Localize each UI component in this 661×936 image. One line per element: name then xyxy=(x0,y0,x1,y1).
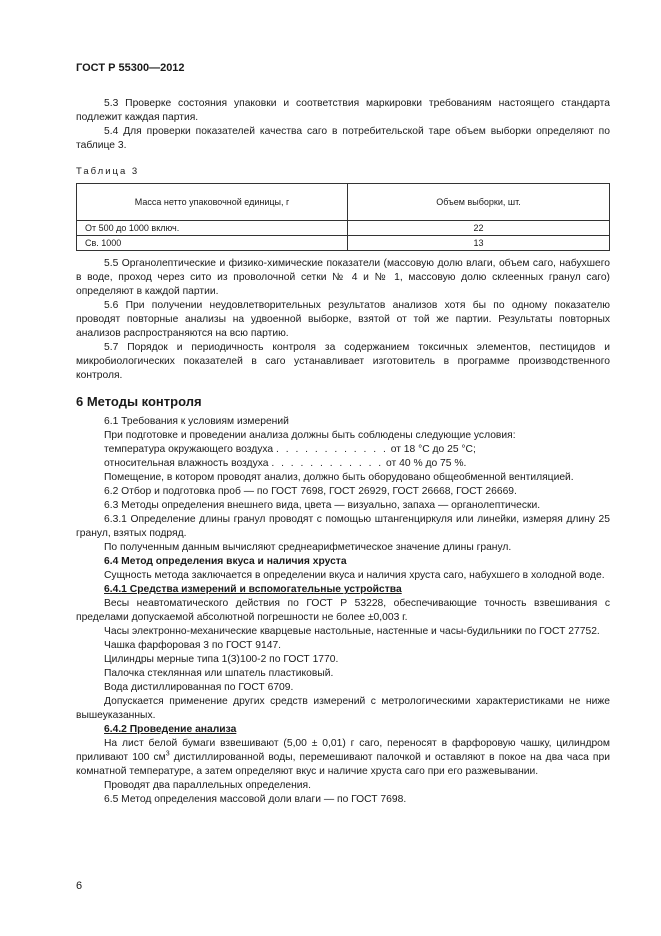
equipment-cylinders: Цилиндры мерные типа 1(3)100-2 по ГОСТ 1770. xyxy=(104,654,339,665)
paragraph-6-2: 6.2 Отбор и подготовка проб — по ГОСТ 7698, ГОСТ 26929, ГОСТ 26668, ГОСТ 26669. xyxy=(104,486,517,497)
parallel-determinations: Проводят два параллельных определения. xyxy=(104,780,311,791)
procedure-text xyxy=(76,737,610,779)
table-cell-sample: 13 xyxy=(348,236,610,251)
paragraph-5-4: 5.4 Для проверки показателей качества саго в потребительской таре объем выборки определяют по таблице 3. xyxy=(76,126,610,151)
paragraph-5-6: 5.6 При получении неудовлетворительных результатов анализов хотя бы по одному показателю проводят повторные анализы на удвоенной выборке, взятой от той же партии. Результаты повторных анализов распространяются на всю партию. xyxy=(76,300,610,339)
dot-leader: . . . . . . . . . . . . xyxy=(276,444,388,455)
table-caption: Таблица 3 xyxy=(76,166,140,177)
temperature-condition xyxy=(76,443,610,457)
document-body xyxy=(76,97,610,807)
paragraph-5-7: 5.7 Порядок и периодичность контроля за содержанием токсичных элементов, пестицидов и микробиологических показателей в саго устанавливает изготовитель в программе производственного контроля. xyxy=(76,342,610,381)
humidity-condition xyxy=(76,457,610,471)
paragraph-6-3: 6.3 Методы определения внешнего вида, цвета — визуально, запаха — органолептически. xyxy=(104,500,541,511)
equipment-stick: Палочка стеклянная или шпатель пластиковый. xyxy=(104,668,334,679)
document-code-header: ГОСТ Р 55300—2012 xyxy=(76,62,185,74)
equipment-cup: Чашка фарфоровая 3 по ГОСТ 9147. xyxy=(104,640,282,651)
table-header-mass: Масса нетто упаковочной единицы, г xyxy=(77,184,348,221)
subsection-6-4-1-title: 6.4.1 Средства измерений и вспомогательные устройства xyxy=(104,584,402,595)
table-cell-sample: 22 xyxy=(348,221,610,236)
conditions-intro: При подготовке и проведении анализа должны быть соблюдены следующие условия: xyxy=(104,430,516,441)
paragraph-6-5: 6.5 Метод определения массовой доли влаги — по ГОСТ 7698. xyxy=(104,794,407,805)
room-ventilation: Помещение, в котором проводят анализ, должно быть оборудовано общеобменной вентиляцией. xyxy=(104,472,574,483)
section-6-title: 6 Методы контроля xyxy=(76,394,202,409)
humidity-value: от 40 % до 75 %. xyxy=(386,458,467,469)
equipment-allowed: Допускается применение других средств измерений с метрологическими характеристиками не ниже вышеуказанных. xyxy=(76,696,610,721)
dot-leader: . . . . . . . . . . . . xyxy=(271,458,384,469)
procedure-text-a: На лист белой бумаги взвешивают (5,00 ± 0,01) г саго, переносят в фарфоровую чашку, цилиндром приливают 100 см xyxy=(76,738,610,763)
temperature-label: температура окружающего воздуха xyxy=(104,444,274,455)
subsection-6-4-title: 6.4 Метод определения вкуса и наличия хруста xyxy=(104,556,347,567)
table-header-row xyxy=(77,184,610,221)
table-cell-mass: Св. 1000 xyxy=(77,236,348,251)
equipment-scales: Весы неавтоматического действия по ГОСТ Р 53228, обеспечивающие точность взвешивания с пределами допускаемой абсолютной погрешности не более ±0,003 г. xyxy=(76,598,610,623)
paragraph-5-3: 5.3 Проверке состояния упаковки и соответствия маркировки требованиям настоящего стандарта подлежит каждая партия. xyxy=(76,98,610,123)
paragraph-6-4: Сущность метода заключается в определении вкуса и наличия хруста саго, набухшего в холодной воде. xyxy=(104,570,605,581)
humidity-label: относительная влажность воздуха xyxy=(104,458,269,469)
paragraph-6-1: 6.1 Требования к условиям измерений xyxy=(104,416,289,427)
paragraph-5-5: 5.5 Органолептические и физико-химические показатели (массовую долю влаги, объем саго, набухшего в воде, проход через сито из проволочной сетки № 4 и № 1, массовую долю склеенных гранул саго) определяют в каждой партии. xyxy=(76,258,610,297)
table-cell-mass: От 500 до 1000 включ. xyxy=(77,221,348,236)
equipment-clock: Часы электронно-механические кварцевые настольные, настенные и часы-будильники по ГОСТ 27752. xyxy=(104,626,600,637)
paragraph-6-3-1-b: По полученным данным вычисляют среднеарифметическое значение длины гранул. xyxy=(104,542,512,553)
table-header-sample: Объем выборки, шт. xyxy=(348,184,610,221)
paragraph-6-3-1: 6.3.1 Определение длины гранул проводят с помощью штангенциркуля или линейки, измеряя длину 25 гранул, взятых подряд. xyxy=(76,514,610,539)
temperature-value: от 18 °С до 25 °С; xyxy=(390,444,476,455)
subsection-6-4-2-title: 6.4.2 Проведение анализа xyxy=(104,724,237,735)
procedure-text-b: дистиллированной воды, перемешивают палочкой и оставляют в покое на два часа при комнатной температуре, а затем определяют вкус и наличие хруста саго при его разжевывании. xyxy=(76,752,610,777)
sample-size-table xyxy=(76,183,610,251)
table-row xyxy=(77,221,610,236)
table-row xyxy=(77,236,610,251)
equipment-water: Вода дистиллированная по ГОСТ 6709. xyxy=(104,682,294,693)
page-number: 6 xyxy=(76,880,83,892)
superscript-3: 3 xyxy=(165,750,170,758)
